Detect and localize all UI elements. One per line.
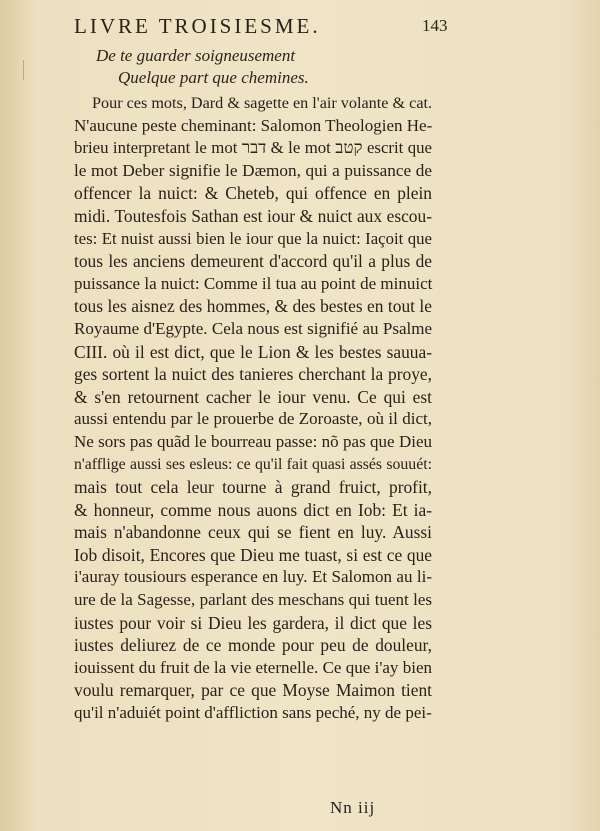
text-line: mais tout cela leur tourne à grand fruict, profit, (74, 477, 432, 498)
text-line: ges sortent la nuict des tanieres cherchant la proye, (74, 364, 432, 385)
text-line: iouissent du fruit de la vie eternelle. Ce que i'ay bien (74, 657, 432, 677)
page-number: 143 (422, 16, 448, 35)
text-line: offencer la nuict: & Cheteb, qui offence en plein (74, 183, 432, 204)
body-text (74, 92, 432, 725)
text-line: Royaume d'Egypte. Cela nous est signifié au Psalme (74, 318, 432, 338)
text-line: midi. Toutesfois Sathan est iour & nuict aux escou- (74, 205, 432, 226)
margin-mark (23, 60, 24, 80)
text-line: CIII. où il est dict, que le Lion & les bestes sauua- (74, 341, 432, 362)
text-line: i'auray tousiours esperance en luy. Et Salomon au li- (74, 567, 432, 587)
running-title: LIVRE TROISIESME. (74, 14, 321, 38)
text-line: & s'en retournent cacher le iour venu. Ce qui est (74, 386, 432, 407)
signature-mark: Nn iij (330, 798, 376, 817)
text-line: n'afflige aussi ses esleus: ce qu'il fait quasi assés souuét: (74, 455, 432, 473)
text-line: Ne sors pas quãd le bourreau passe: nõ pas que Dieu (74, 431, 432, 451)
text-line: Pour ces mots, Dard & sagette en l'air volante & cat. (92, 94, 433, 112)
text-line: iustes pour voir si Dieu les gardera, il dict que les (74, 612, 432, 633)
text-line: tes: Et nuist aussi bien le iour que la nuict: Iaçoit que (74, 228, 432, 248)
text-line: puissance la nuict: Comme il tua au point de minuict (74, 273, 433, 293)
verse-line-1: De te guarder soigneusement (96, 46, 296, 65)
text-line: iustes deliurez de ce monde pour peu de douleur, (74, 635, 432, 656)
text-line: ure de la Sagesse, parlant des meschans qui tuent les (74, 590, 432, 610)
text-line: mais n'abandonne ceux qui se fient en luy. Aussi (74, 522, 432, 543)
text-line: tous les aisnez des hommes, & des bestes en tout le (74, 296, 432, 317)
text-line: N'aucune peste cheminant: Salomon Theologien He- (74, 115, 433, 135)
text-line: tous les anciens demeurent d'accord qu'il a plus de (74, 251, 432, 272)
text-line: aussi entendu par le prouerbe de Zoroaste, où il dict, (74, 409, 432, 429)
text-line: Iob disoit, Encores que Dieu me tuast, si est ce que (74, 544, 432, 565)
text-line: & honneur, comme nous auons dict en Iob: Et ia- (74, 499, 432, 520)
text-line: voulu remarquer, par ce que Moyse Maimon tient (74, 680, 432, 701)
text-line: le mot Deber signifie le Dæmon, qui a puissance de (74, 160, 432, 180)
verse-line-2: Quelque part que chemines. (118, 68, 309, 87)
text-line: qu'il n'aduiét point d'affliction sans peché, ny de pei- (74, 703, 432, 723)
text-line: brieu interpretant le mot דבר & le mot קטב escrit que (74, 138, 432, 158)
